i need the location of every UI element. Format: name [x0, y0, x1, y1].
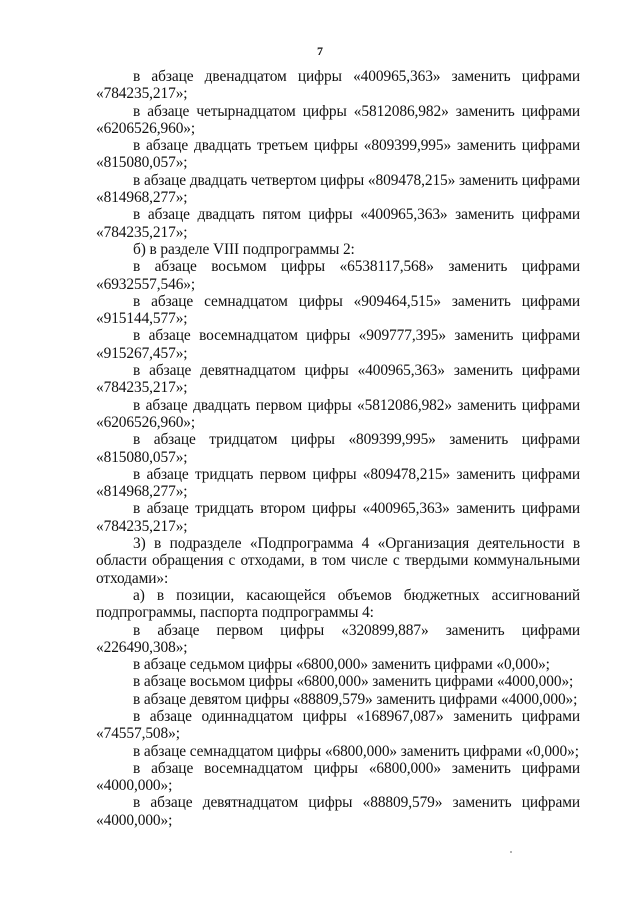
paragraph: в абзаце двадцать первом цифры «5812086,982» заменить цифрами «6206526,960»; [96, 396, 580, 431]
paragraph: в абзаце девятнадцатом цифры «88809,579» заменить цифрами «4000,000»; [96, 794, 580, 829]
paragraph: в абзаце двадцать четвертом цифры «809478,215» заменить цифрами «814968,277»; [96, 171, 580, 207]
scan-speck [510, 851, 512, 853]
paragraph: в абзаце двенадцатом цифры «400965,363» заменить цифрами «784235,217»; [96, 68, 580, 103]
paragraph: в абзаце двадцать пятом цифры «400965,363» заменить цифрами «784235,217»; [96, 206, 580, 241]
page-number: 7 [317, 44, 323, 58]
paragraph: в абзаце тридцать первом цифры «809478,215» заменить цифрами «814968,277»; [96, 465, 580, 501]
paragraph: б) в разделе VIII подпрограммы 2: [133, 240, 355, 258]
paragraph: в абзаце тридцать втором цифры «400965,363» заменить цифрами «784235,217»; [96, 500, 580, 535]
paragraph: в абзаце двадцать третьем цифры «809399,995» заменить цифрами «815080,057»; [96, 137, 580, 172]
paragraph: в абзаце седьмом цифры «6800,000» заменить цифрами «0,000»; [133, 656, 550, 674]
paragraph: в абзаце восемнадцатом цифры «909777,395» заменить цифрами «915267,457»; [96, 327, 580, 362]
paragraph: в абзаце семнадцатом цифры «909464,515» заменить цифрами «915144,577»; [96, 292, 580, 328]
paragraph: а) в позиции, касающейся объемов бюджетных ассигнований подпрограммы, паспорта подпрограммы 4: [96, 586, 580, 622]
paragraph: в абзаце первом цифры «320899,887» заменить цифрами «226490,308»; [96, 621, 580, 656]
paragraph: в абзаце одиннадцатом цифры «168967,087» заменить цифрами «74557,508»; [96, 707, 580, 743]
paragraph: в абзаце четырнадцатом цифры «5812086,982» заменить цифрами «6206526,960»; [96, 102, 580, 137]
paragraph: 3) в подразделе «Подпрограмма 4 «Организация деятельности в области обращения с отходами, в том числе с твердыми коммунальными отходами»: [96, 535, 580, 587]
paragraph: в абзаце девятом цифры «88809,579» заменить цифрами «4000,000»; [133, 690, 578, 708]
paragraph: в абзаце тридцатом цифры «809399,995» заменить цифрами «815080,057»; [96, 431, 580, 466]
paragraph: в абзаце девятнадцатом цифры «400965,363» заменить цифрами «784235,217»; [96, 362, 580, 397]
document-body [96, 68, 580, 829]
paragraph: в абзаце семнадцатом цифры «6800,000» заменить цифрами «0,000»; [133, 742, 579, 760]
paragraph: в абзаце восьмом цифры «6800,000» заменить цифрами «4000,000»; [133, 673, 574, 691]
paragraph: в абзаце восьмом цифры «6538117,568» заменить цифрами «6932557,546»; [96, 258, 580, 293]
paragraph: в абзаце восемнадцатом цифры «6800,000» заменить цифрами «4000,000»; [96, 759, 580, 795]
